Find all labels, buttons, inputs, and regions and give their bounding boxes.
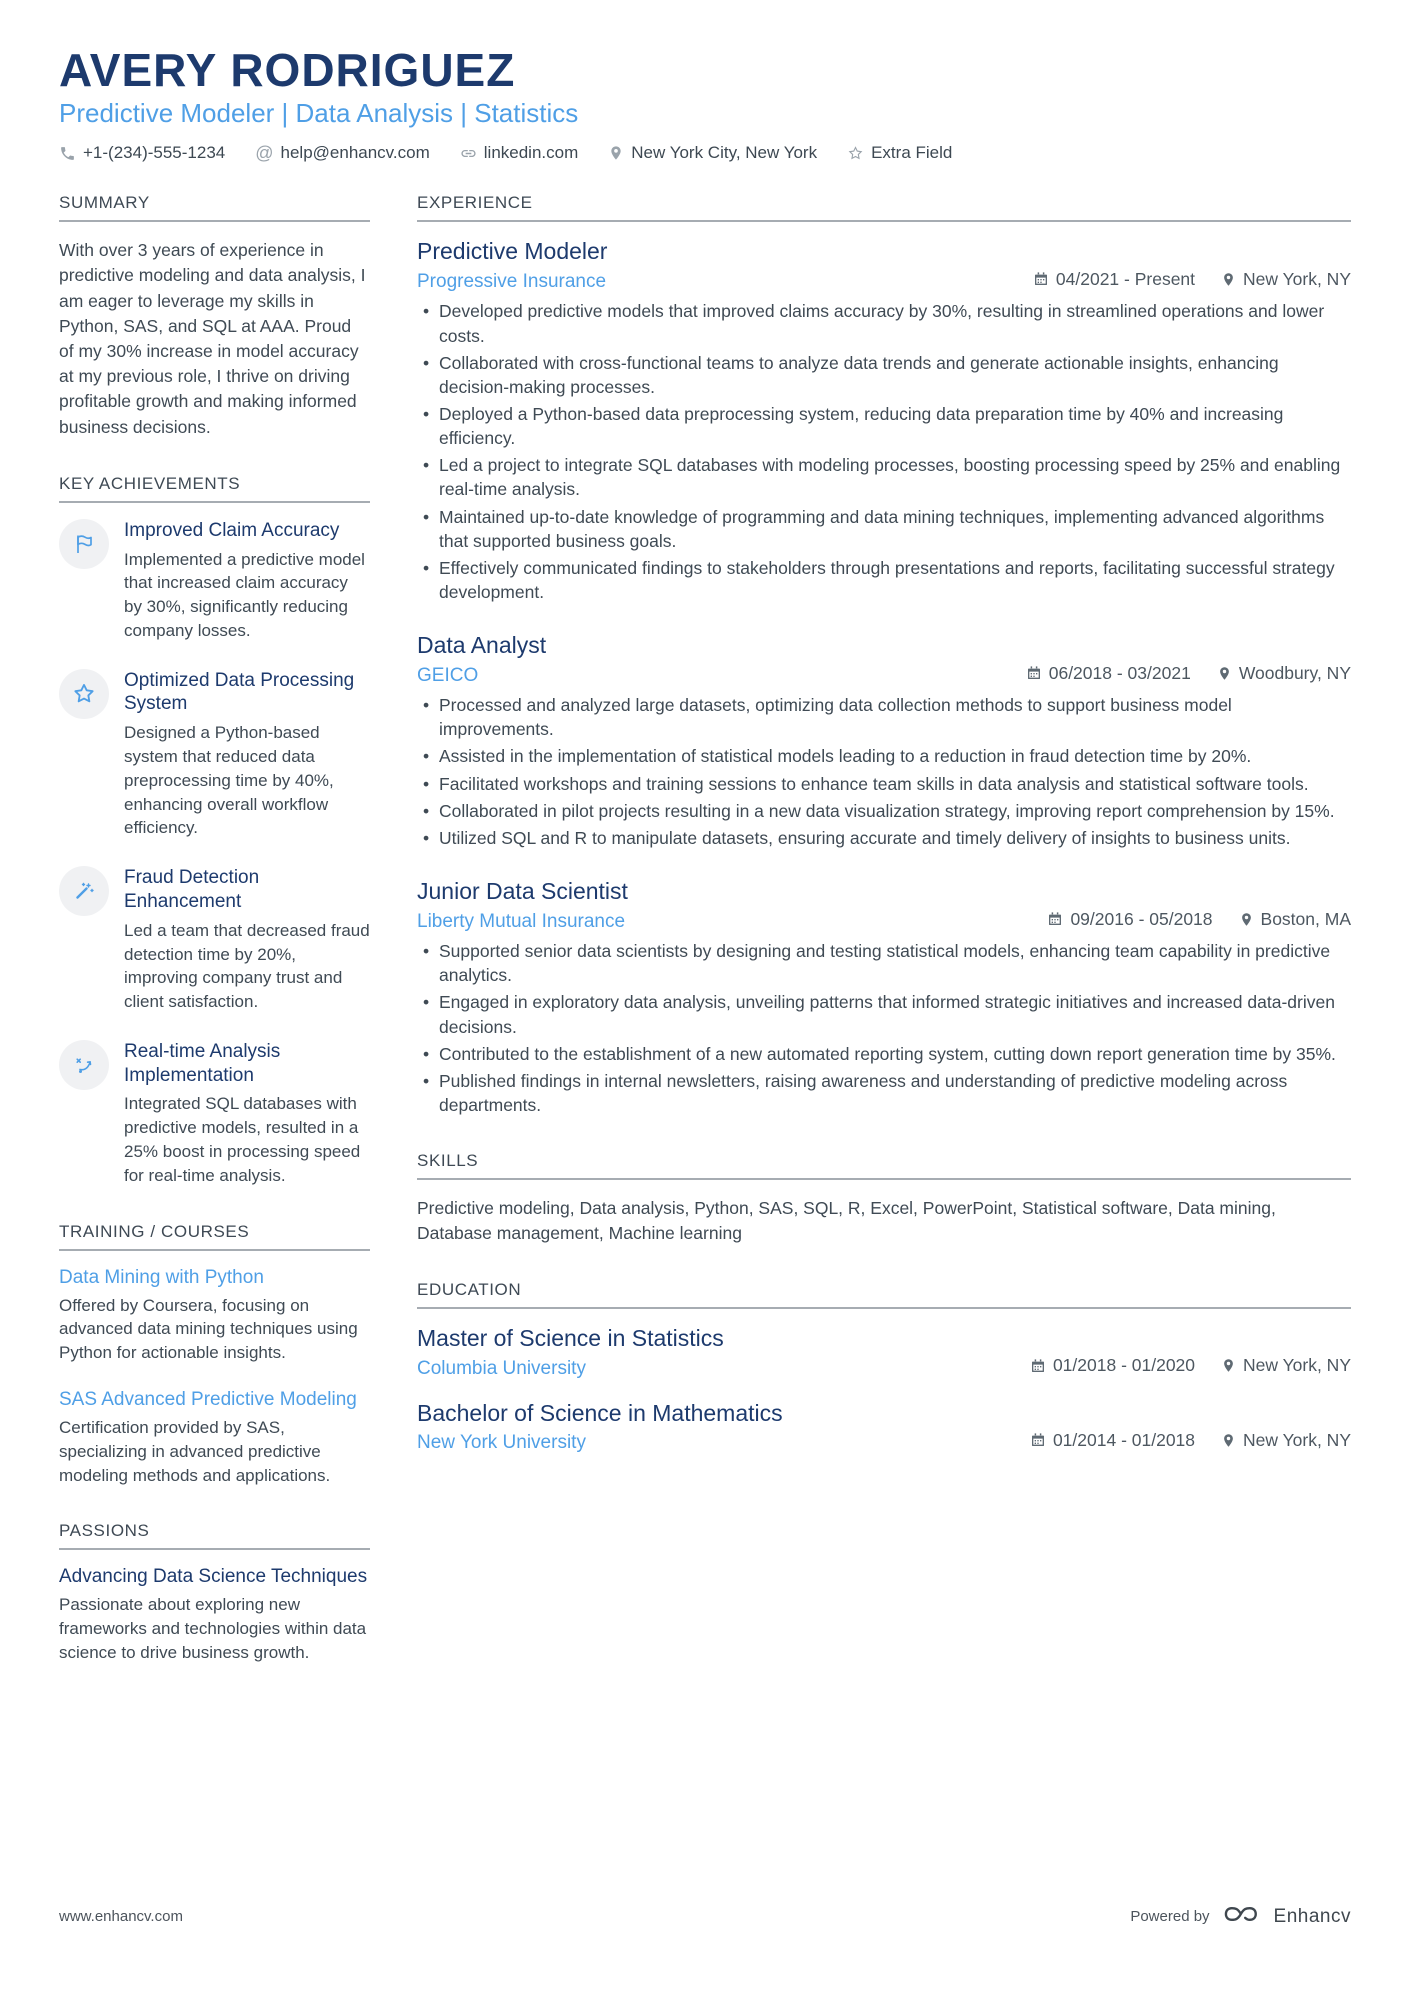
achievement-body: [124, 669, 370, 840]
right-column: [417, 193, 1351, 1488]
job-location: [1221, 269, 1351, 290]
achievement-text: Led a team that decreased fraud detection time by 20%, improving company trust and client satisfaction.: [124, 920, 370, 1012]
calendar-icon: [1026, 665, 1042, 681]
course-text: Certification provided by SAS, specializing in advanced predictive modeling methods and applications.: [59, 1417, 331, 1485]
training-heading: TRAINING / COURSES: [59, 1222, 370, 1251]
job-company: Liberty Mutual Insurance: [417, 911, 626, 933]
section-skills: [417, 1151, 1351, 1246]
bullet-item: • Processed and analyzed large datasets, optimizing data collection methods to support business model improvements.: [439, 693, 1351, 741]
location-pin-icon: [608, 145, 624, 161]
bullet-item: • Supported senior data scientists by designing and testing statistical models, enhancing team capability in predictive analytics.: [439, 939, 1351, 987]
contact-link[interactable]: [460, 143, 579, 163]
achievement-title: Optimized Data Processing System: [124, 669, 355, 715]
achievement-text: Implemented a predictive model that increased claim accuracy by 30%, significantly reducing company losses.: [124, 549, 365, 640]
section-key-achievements: [59, 474, 370, 1188]
job-title: Junior Data Scientist: [417, 878, 628, 905]
job-location-text: New York, NY: [1243, 268, 1351, 289]
education-location: [1221, 1355, 1351, 1376]
bullet-item: • Effectively communicated findings to stakeholders through presentations and reports, facilitating successful strategy development.: [439, 556, 1351, 604]
content-columns: [59, 193, 1351, 1698]
job-dates-text: 04/2021 - Present: [1055, 268, 1196, 289]
star-icon: [59, 669, 109, 719]
bullet-item: • Engaged in exploratory data analysis, unveiling patterns that informed strategic initiatives and increased data-driven decisions.: [439, 990, 1351, 1038]
contact-link-text[interactable]: linkedin.com: [483, 143, 579, 163]
footer-site-link[interactable]: www.enhancv.com: [59, 1908, 183, 1925]
course-text: Offered by Coursera, focusing on advanced data mining techniques using Python for actionable insights.: [59, 1295, 358, 1363]
contact-email[interactable]: [255, 143, 430, 163]
education-dates-text: 01/2014 - 01/2018: [1052, 1429, 1196, 1450]
achievement-item: [59, 519, 370, 643]
job-meta-right: [1033, 269, 1351, 290]
calendar-icon: [1030, 1432, 1046, 1448]
achievement-title: Real-time Analysis Implementation: [124, 1040, 281, 1086]
section-education: [417, 1280, 1351, 1454]
calendar-icon: [1033, 271, 1049, 287]
job-location: [1217, 663, 1351, 684]
job-entry: [417, 238, 1351, 604]
job-meta-right: [1047, 909, 1351, 930]
course-title: SAS Advanced Predictive Modeling: [59, 1388, 357, 1410]
contact-bar: [59, 143, 1351, 163]
job-bullets: [417, 299, 1351, 604]
education-dates-text: 01/2018 - 01/2020: [1052, 1355, 1196, 1376]
phone-icon: [59, 145, 76, 162]
enhancv-logo-icon: [1222, 1900, 1262, 1933]
job-location-text: Woodbury, NY: [1238, 662, 1351, 683]
education-dates: [1030, 1430, 1195, 1451]
education-location: [1221, 1430, 1351, 1451]
job-company: GEICO: [417, 665, 479, 687]
achievement-text: Designed a Python-based system that reduced data preprocessing time by 40%, enhancing overall workflow efficiency.: [124, 723, 334, 838]
person-headline: Predictive Modeler | Data Analysis | Statistics: [59, 98, 579, 129]
location-pin-icon: [1221, 272, 1236, 287]
education-entry: [417, 1325, 1351, 1380]
bullet-item: • Maintained up-to-date knowledge of programming and data mining techniques, implementing advanced algorithms that supported business goals.: [439, 505, 1351, 553]
bullet-item: • Collaborated in pilot projects resulting in a new data visualization strategy, improving report comprehension by 15%.: [439, 799, 1351, 823]
education-location-text: New York, NY: [1243, 1355, 1351, 1376]
summary-heading: SUMMARY: [59, 193, 370, 222]
job-dates: [1026, 663, 1191, 684]
achievement-item: [59, 669, 370, 840]
person-name: AVERY RODRIGUEZ: [59, 44, 516, 96]
calendar-icon: [1030, 1358, 1046, 1374]
job-meta-row: [417, 269, 1351, 294]
job-title: Predictive Modeler: [417, 238, 608, 265]
job-location: [1239, 909, 1351, 930]
footer: [59, 1900, 1351, 1933]
job-dates-text: 06/2018 - 03/2021: [1048, 662, 1191, 683]
course-title: Data Mining with Python: [59, 1266, 264, 1288]
job-dates-text: 09/2016 - 05/2018: [1070, 908, 1213, 929]
contact-phone-text: +1-(234)-555-1234: [83, 143, 226, 163]
at-icon: @: [255, 143, 274, 164]
contact-phone: [59, 143, 225, 163]
achievement-body: [124, 1040, 370, 1188]
school-name: Columbia University: [417, 1357, 586, 1379]
achievement-body: [124, 519, 370, 643]
location-pin-icon: [1217, 666, 1232, 681]
summary-text: With over 3 years of experience in predictive modeling and data analysis, I am eager to leverage my skills in Python, SAS, and SQL at AAA. Proud of my 30% increase in model accuracy at my previous role, I thrive on driving profitable growth and making informed business decisions.: [59, 240, 366, 437]
location-pin-icon: [1221, 1358, 1236, 1373]
job-meta-right: [1026, 663, 1351, 684]
contact-location: [608, 143, 817, 163]
achievement-title: Improved Claim Accuracy: [124, 519, 340, 541]
achievement-text: Integrated SQL databases with predictive models, resulted in a 25% boost in processing speed for real-time analysis.: [124, 1094, 361, 1185]
bullet-item: • Led a project to integrate SQL databases with modeling processes, boosting processing speed by 25% and enabling real-time analysis.: [439, 453, 1351, 501]
contact-location-text: New York City, New York: [631, 143, 818, 163]
link-icon: [460, 145, 477, 162]
wand-icon: [59, 866, 109, 916]
location-pin-icon: [1221, 1433, 1236, 1448]
job-bullets: [417, 693, 1351, 850]
section-training: [59, 1222, 370, 1488]
degree-title: Master of Science in Statistics: [417, 1325, 724, 1352]
achievement-title: Fraud Detection Enhancement: [124, 867, 260, 912]
job-company: Progressive Insurance: [417, 271, 607, 293]
passions-heading: PASSIONS: [59, 1521, 370, 1550]
job-entry: [417, 878, 1351, 1117]
passion-title: Advancing Data Science Techniques: [59, 1566, 368, 1588]
bullet-item: • Utilized SQL and R to manipulate datasets, ensuring accurate and timely delivery of insights to business units.: [439, 826, 1351, 850]
section-passions: [59, 1521, 370, 1664]
education-entry: [417, 1400, 1351, 1455]
route-icon: [59, 1040, 109, 1090]
education-meta-row: [417, 1430, 1351, 1455]
achievement-body: [124, 866, 370, 1014]
job-meta-row: [417, 663, 1351, 688]
calendar-icon: [1047, 911, 1063, 927]
course-item: [59, 1389, 370, 1487]
skills-heading: SKILLS: [417, 1151, 1351, 1180]
job-meta-row: [417, 909, 1351, 934]
contact-email-text[interactable]: help@enhancv.com: [280, 143, 430, 163]
course-item: [59, 1267, 370, 1365]
bullet-item: • Developed predictive models that improved claims accuracy by 30%, resulting in streamlined operations and lower costs.: [439, 299, 1351, 347]
bullet-item: • Facilitated workshops and training sessions to enhance team skills in data analysis and statistical software tools.: [439, 772, 1351, 796]
job-location-text: Boston, MA: [1260, 908, 1351, 929]
education-meta-row: [417, 1355, 1351, 1380]
achievement-item: [59, 1040, 370, 1188]
bullet-item: • Collaborated with cross-functional teams to analyze data trends and generate actionable insights, enhancing decision-making processes.: [439, 351, 1351, 399]
school-name: New York University: [417, 1432, 586, 1454]
section-summary: [59, 193, 370, 440]
job-entry: [417, 632, 1351, 850]
education-meta-right: [1030, 1355, 1351, 1376]
flag-icon: [59, 519, 109, 569]
bullet-item: • Contributed to the establishment of a new automated reporting system, cutting down report generation time by 35%.: [439, 1042, 1351, 1066]
passion-text: Passionate about exploring new frameworks and technologies within data science to drive business growth.: [59, 1595, 367, 1662]
footer-branding[interactable]: [1130, 1900, 1351, 1933]
education-dates: [1030, 1355, 1195, 1376]
education-heading: EDUCATION: [417, 1280, 1351, 1309]
powered-by-label: Powered by: [1130, 1908, 1210, 1925]
experience-heading: EXPERIENCE: [417, 193, 1351, 222]
brand-name: Enhancv: [1273, 1905, 1351, 1927]
contact-extra-field: [847, 143, 952, 163]
contact-extra-text: Extra Field: [871, 143, 953, 163]
job-dates: [1033, 269, 1195, 290]
education-location-text: New York, NY: [1243, 1429, 1351, 1450]
job-title: Data Analyst: [417, 632, 547, 659]
bullet-item: • Assisted in the implementation of statistical models leading to a reduction in fraud detection time by 20%.: [439, 744, 1351, 768]
education-meta-right: [1030, 1430, 1351, 1451]
bullet-item: • Published findings in internal newsletters, raising awareness and understanding of predictive modeling across departments.: [439, 1069, 1351, 1117]
location-pin-icon: [1239, 912, 1254, 927]
job-dates: [1047, 909, 1212, 930]
job-bullets: [417, 939, 1351, 1117]
section-experience: [417, 193, 1351, 1117]
degree-title: Bachelor of Science in Mathematics: [417, 1399, 783, 1426]
bullet-item: • Deployed a Python-based data preprocessing system, reducing data preparation time by 40% and increasing efficiency.: [439, 402, 1351, 450]
skills-text: Predictive modeling, Data analysis, Python, SAS, SQL, R, Excel, PowerPoint, Statistical software, Data mining, Database management, Machine learning: [417, 1198, 1276, 1244]
header: [59, 46, 1351, 163]
achievements-heading: KEY ACHIEVEMENTS: [59, 474, 370, 503]
left-column: [59, 193, 370, 1698]
achievement-item: [59, 866, 370, 1014]
star-outline-icon: [847, 145, 864, 162]
passion-item: [59, 1566, 370, 1664]
